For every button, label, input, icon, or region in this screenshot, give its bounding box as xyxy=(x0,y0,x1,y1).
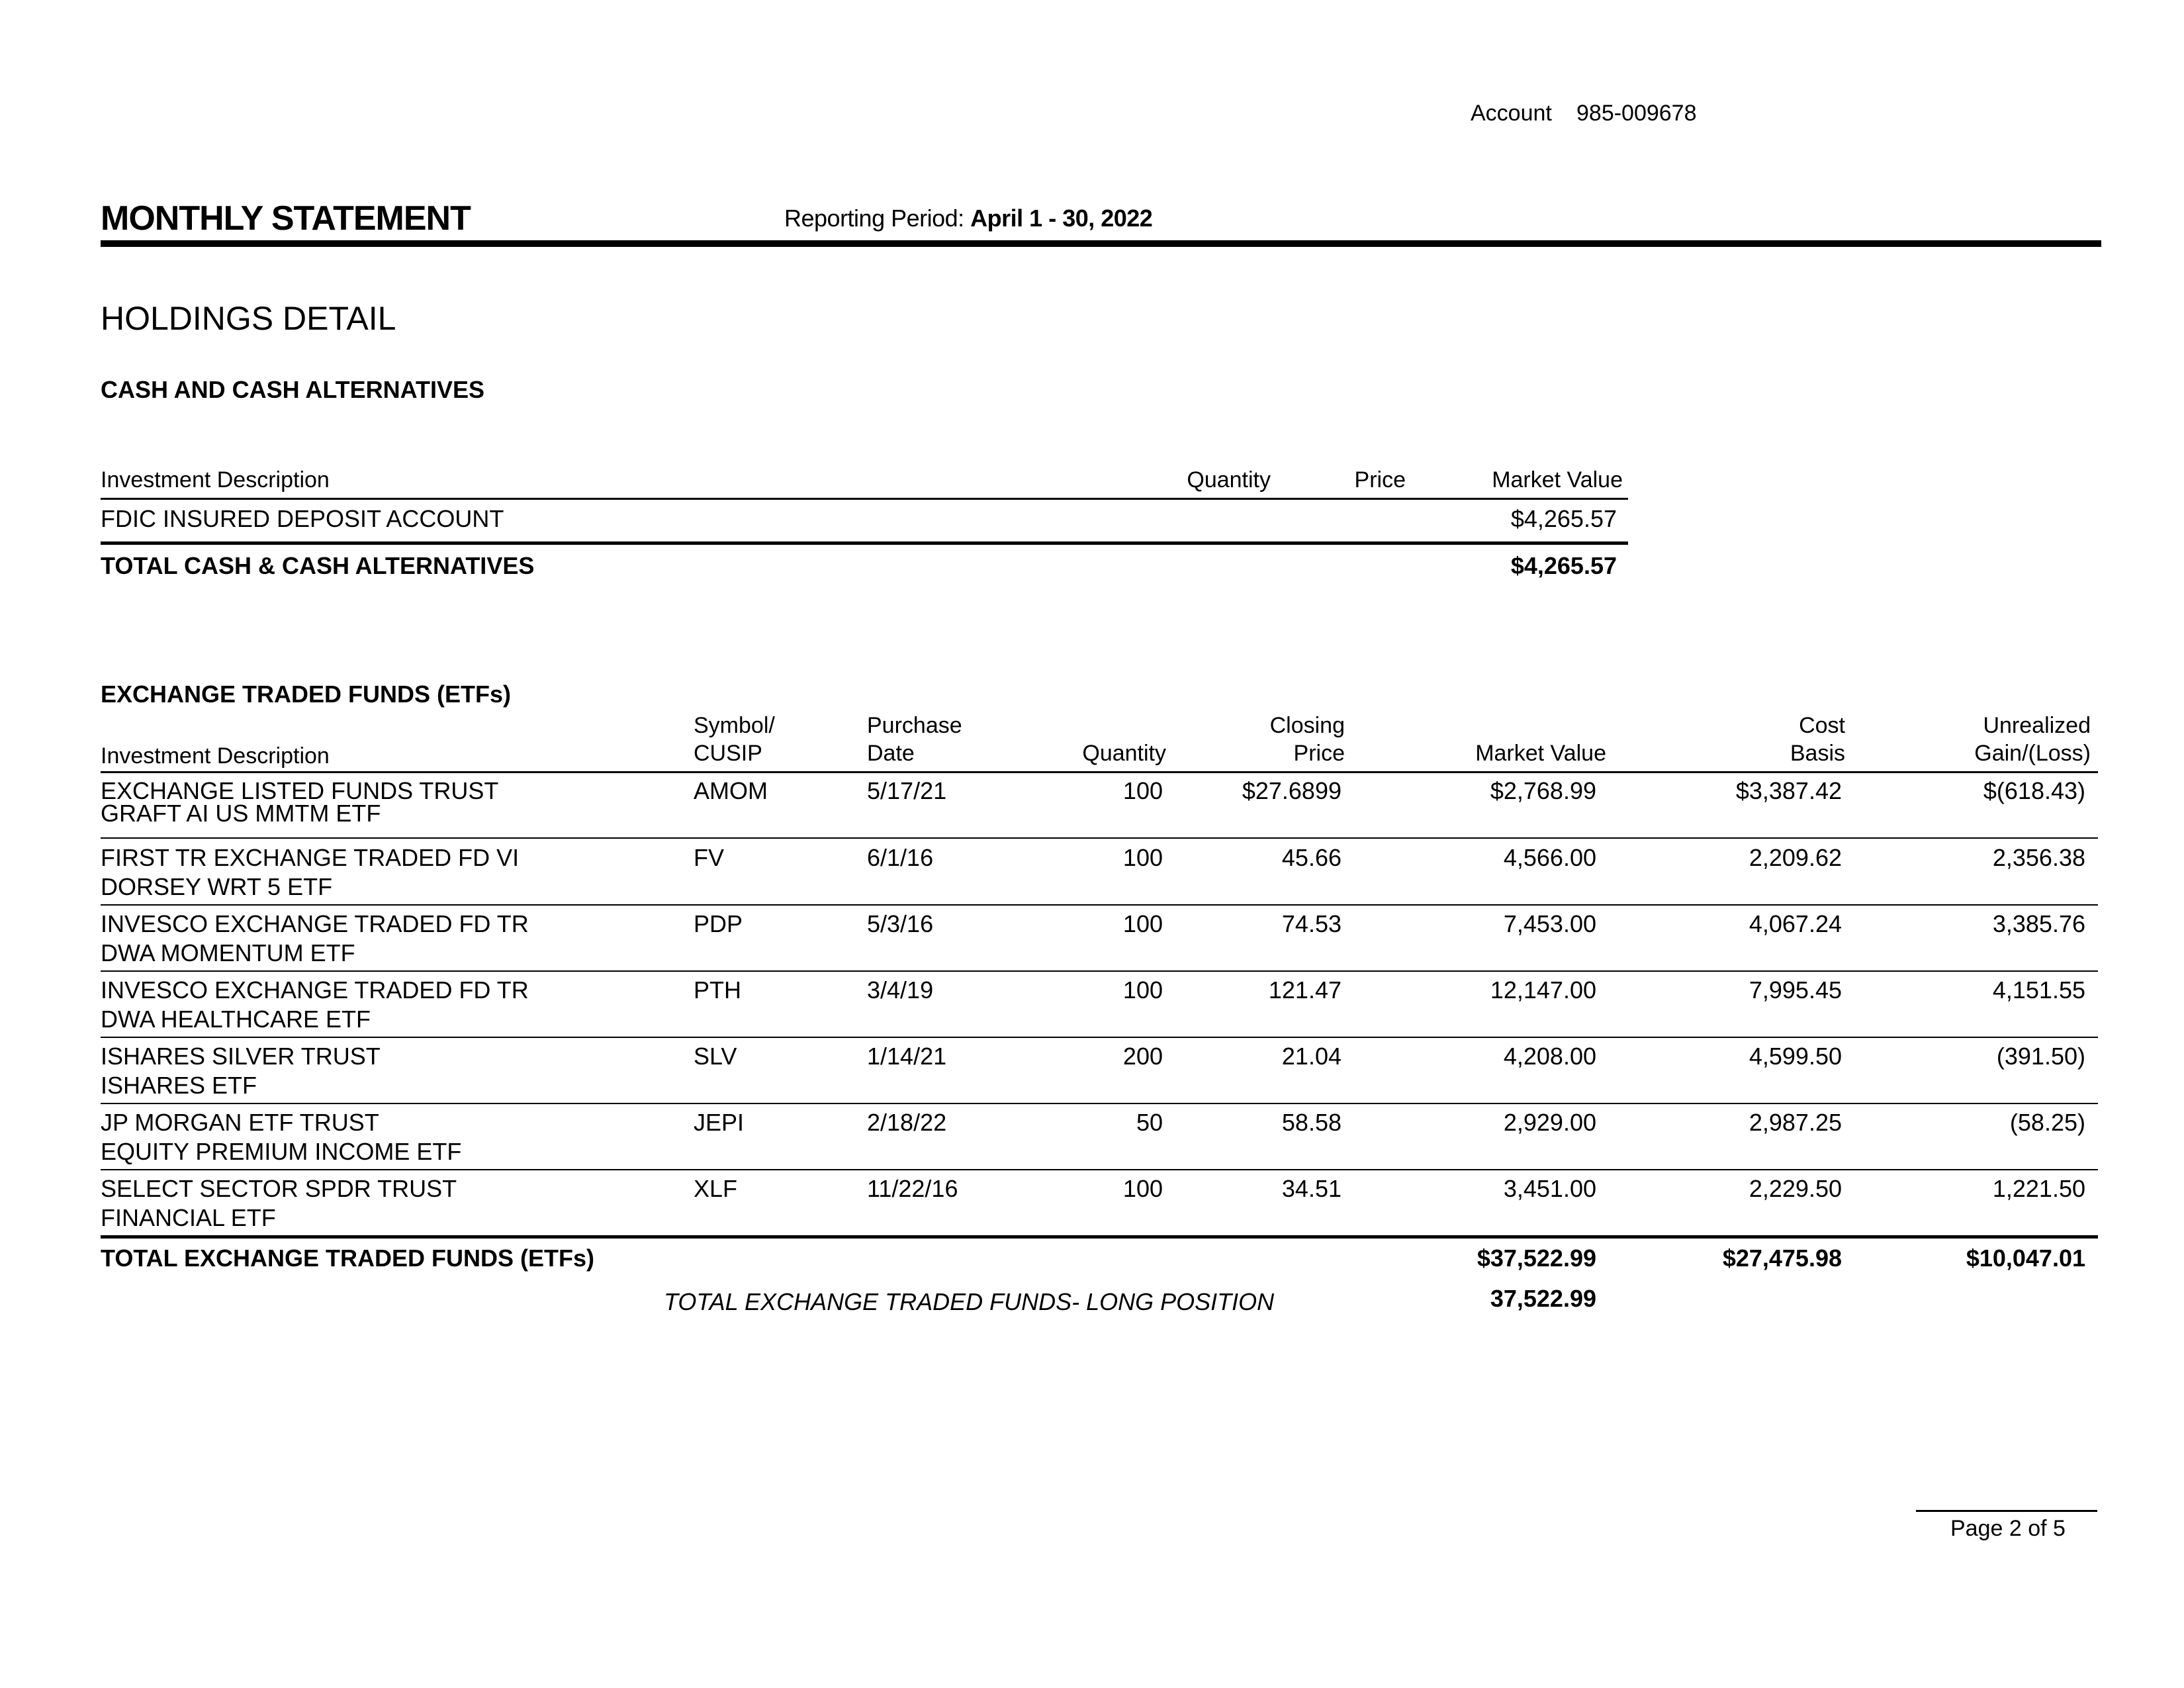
etf-row-market-value: 3,451.00 xyxy=(1503,1175,1596,1202)
etf-row-date: 2/18/22 xyxy=(867,1109,947,1136)
etf-row-desc1: EXCHANGE LISTED FUNDS TRUST xyxy=(101,777,499,804)
etf-row-divider xyxy=(101,1037,2098,1038)
etf-long-position-value: 37,522.99 xyxy=(1490,1285,1596,1312)
etf-row-price: 21.04 xyxy=(1281,1043,1342,1070)
etf-row-price: 74.53 xyxy=(1281,910,1342,937)
etf-row-desc2: FINANCIAL ETF xyxy=(101,1204,276,1231)
etf-row-quantity: 100 xyxy=(1122,777,1163,804)
etf-row-price: 34.51 xyxy=(1281,1175,1342,1202)
etf-long-position-label: TOTAL EXCHANGE TRADED FUNDS- LONG POSITION xyxy=(664,1288,1275,1315)
etf-row-desc2: DORSEY WRT 5 ETF xyxy=(101,873,333,900)
account-label: Account xyxy=(1471,101,1552,126)
etf-row-symbol: XLF xyxy=(694,1175,738,1202)
etf-row-desc1: FIRST TR EXCHANGE TRADED FD VI xyxy=(101,844,520,871)
etf-total-market-value: $37,522.99 xyxy=(1477,1244,1596,1272)
cash-row-market-value: $4,265.57 xyxy=(1510,505,1617,532)
cash-header-rule xyxy=(101,498,1628,500)
reporting-period xyxy=(784,205,1152,232)
etf-col-symbol-2: CUSIP xyxy=(694,741,762,766)
etf-row-divider xyxy=(101,970,2098,972)
etf-row-gain-loss: 1,221.50 xyxy=(1992,1175,2085,1202)
etf-row-quantity: 50 xyxy=(1136,1109,1163,1136)
etf-header-rule xyxy=(101,771,2098,773)
cash-heading: CASH AND CASH ALTERNATIVES xyxy=(101,376,485,403)
etf-row-quantity: 200 xyxy=(1122,1043,1163,1070)
etf-row-cost-basis: 7,995.45 xyxy=(1749,976,1842,1004)
etf-row-symbol: AMOM xyxy=(694,777,768,804)
etf-row-symbol: JEPI xyxy=(694,1109,745,1136)
etf-row-divider xyxy=(101,837,2098,839)
etf-row-divider xyxy=(101,1103,2098,1104)
etf-row-cost-basis: 2,229.50 xyxy=(1749,1175,1842,1202)
etf-row-price: 121.47 xyxy=(1268,976,1342,1004)
etf-row-market-value: 2,929.00 xyxy=(1503,1109,1596,1136)
etf-row-price: $27.6899 xyxy=(1242,777,1342,804)
etf-row-market-value: 4,208.00 xyxy=(1503,1043,1596,1070)
cash-total-value: $4,265.57 xyxy=(1510,552,1617,579)
etf-total-cost-basis: $27,475.98 xyxy=(1722,1244,1842,1272)
etf-col-closing-2: Price xyxy=(1293,741,1345,766)
header-rule xyxy=(101,240,2101,247)
page-title: MONTHLY STATEMENT xyxy=(101,199,471,238)
cash-col-market-value: Market Value xyxy=(1492,467,1623,492)
page-number: Page 2 of 5 xyxy=(1950,1516,2066,1541)
etf-row-desc1: ISHARES SILVER TRUST xyxy=(101,1043,381,1070)
etf-row-market-value: 12,147.00 xyxy=(1490,976,1596,1004)
etf-row-market-value: 4,566.00 xyxy=(1503,844,1596,871)
etf-row-quantity: 100 xyxy=(1122,1175,1163,1202)
etf-row-gain-loss: (58.25) xyxy=(2009,1109,2085,1136)
etf-row-quantity: 100 xyxy=(1122,844,1163,871)
etf-col-purchase-1: Purchase xyxy=(867,713,962,738)
etf-total-gain-loss: $10,047.01 xyxy=(1966,1244,2085,1272)
etf-row-desc1: INVESCO EXCHANGE TRADED FD TR xyxy=(101,976,529,1004)
etf-heading: EXCHANGE TRADED FUNDS (ETFs) xyxy=(101,680,512,708)
etf-row-date: 11/22/16 xyxy=(867,1175,958,1202)
etf-row-desc1: INVESCO EXCHANGE TRADED FD TR xyxy=(101,910,529,937)
etf-col-symbol-1: Symbol/ xyxy=(694,713,775,738)
etf-col-cost-1: Cost xyxy=(1799,713,1845,738)
account-number: 985-009678 xyxy=(1576,101,1697,126)
etf-row-date: 1/14/21 xyxy=(867,1043,947,1070)
etf-col-cost-2: Basis xyxy=(1790,741,1845,766)
etf-col-market-value: Market Value xyxy=(1475,741,1606,766)
etf-col-quantity: Quantity xyxy=(1082,741,1166,766)
etf-row-date: 6/1/16 xyxy=(867,844,934,871)
etf-row-gain-loss: (391.50) xyxy=(1996,1043,2085,1070)
etf-row-desc2: DWA MOMENTUM ETF xyxy=(101,939,355,966)
reporting-period-value: April 1 - 30, 2022 xyxy=(970,205,1153,232)
etf-row-price: 58.58 xyxy=(1281,1109,1342,1136)
etf-row-desc2: ISHARES ETF xyxy=(101,1072,257,1099)
etf-row-cost-basis: 4,599.50 xyxy=(1749,1043,1842,1070)
etf-row-desc1: SELECT SECTOR SPDR TRUST xyxy=(101,1175,457,1202)
etf-row-desc2: DWA HEALTHCARE ETF xyxy=(101,1006,371,1033)
cash-total-rule xyxy=(101,541,1628,545)
footer-rule xyxy=(1916,1510,2097,1512)
etf-row-quantity: 100 xyxy=(1122,976,1163,1004)
etf-row-symbol: FV xyxy=(694,844,725,871)
etf-row-gain-loss: 4,151.55 xyxy=(1992,976,2085,1004)
cash-col-quantity: Quantity xyxy=(1187,467,1271,492)
reporting-period-label: Reporting Period: xyxy=(784,205,971,232)
etf-row-divider xyxy=(101,1169,2098,1170)
etf-row-gain-loss: 3,385.76 xyxy=(1992,910,2085,937)
etf-row-cost-basis: 2,209.62 xyxy=(1749,844,1842,871)
etf-row-desc2: GRAFT AI US MMTM ETF xyxy=(101,800,381,827)
etf-col-closing-1: Closing xyxy=(1269,713,1345,738)
etf-row-market-value: 7,453.00 xyxy=(1503,910,1596,937)
etf-row-date: 5/3/16 xyxy=(867,910,934,937)
etf-row-desc2: EQUITY PREMIUM INCOME ETF xyxy=(101,1138,462,1165)
etf-col-purchase-2: Date xyxy=(867,741,915,766)
etf-row-quantity: 100 xyxy=(1122,910,1163,937)
etf-total-rule xyxy=(101,1235,2098,1239)
etf-row-market-value: $2,768.99 xyxy=(1490,777,1596,804)
etf-total-label: TOTAL EXCHANGE TRADED FUNDS (ETFs) xyxy=(101,1244,595,1272)
etf-row-price: 45.66 xyxy=(1281,844,1342,871)
etf-row-divider xyxy=(101,904,2098,906)
etf-row-gain-loss: 2,356.38 xyxy=(1992,844,2085,871)
etf-row-date: 3/4/19 xyxy=(867,976,934,1004)
etf-row-gain-loss: $(618.43) xyxy=(1983,777,2085,804)
cash-row-description: FDIC INSURED DEPOSIT ACCOUNT xyxy=(101,505,504,532)
etf-row-symbol: SLV xyxy=(694,1043,737,1070)
cash-col-description: Investment Description xyxy=(101,467,330,492)
cash-total-label: TOTAL CASH & CASH ALTERNATIVES xyxy=(101,552,535,579)
section-title: HOLDINGS DETAIL xyxy=(101,300,396,337)
etf-col-unrealized-1: Unrealized xyxy=(1983,713,2091,738)
etf-row-cost-basis: $3,387.42 xyxy=(1735,777,1842,804)
etf-row-cost-basis: 2,987.25 xyxy=(1749,1109,1842,1136)
etf-row-symbol: PTH xyxy=(694,976,741,1004)
etf-col-description: Investment Description xyxy=(101,743,330,769)
etf-col-unrealized-2: Gain/(Loss) xyxy=(1974,741,2091,766)
etf-row-cost-basis: 4,067.24 xyxy=(1749,910,1842,937)
etf-row-desc1: JP MORGAN ETF TRUST xyxy=(101,1109,379,1136)
cash-col-price: Price xyxy=(1354,467,1406,492)
etf-row-date: 5/17/21 xyxy=(867,777,947,804)
etf-row-symbol: PDP xyxy=(694,910,743,937)
